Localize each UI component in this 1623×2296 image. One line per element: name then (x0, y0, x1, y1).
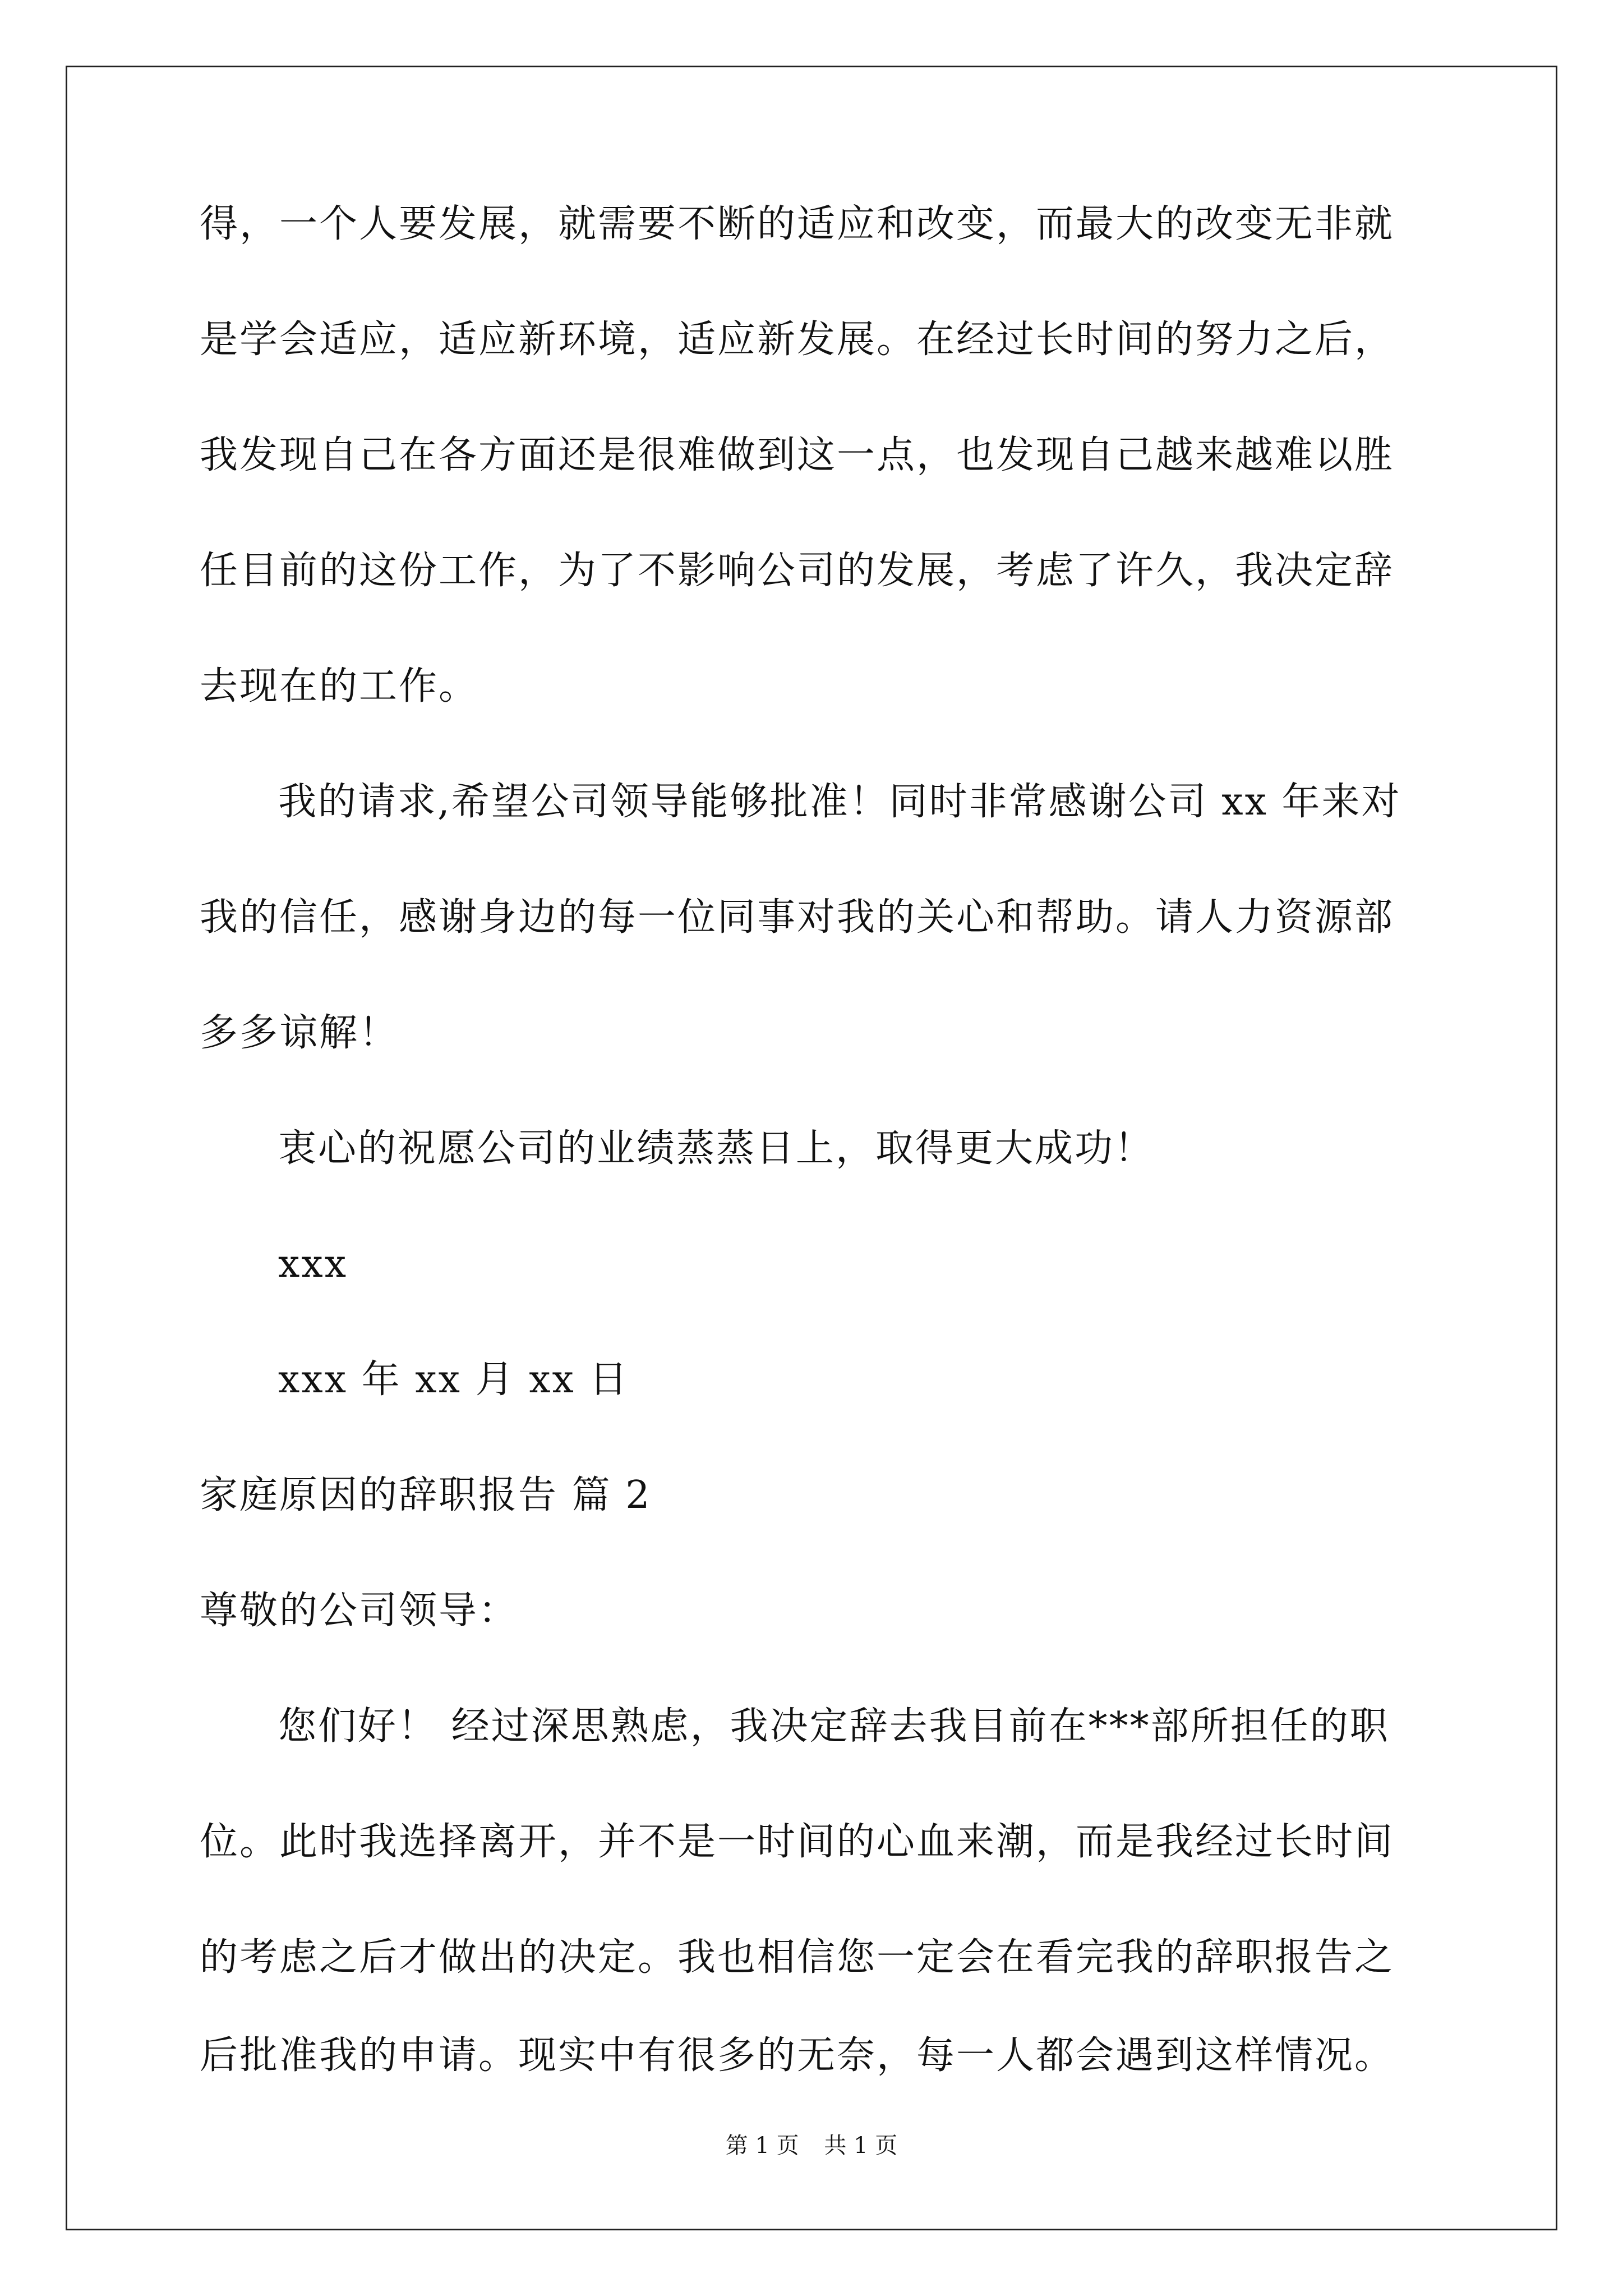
paragraph-line: 位。此时我选择离开，并不是一时间的心血来潮，而是我经过长时间 (200, 1820, 1395, 1864)
signature-date: xxx 年 xx 月 xx 日 (278, 1358, 629, 1402)
paragraph-line: 后批准我的申请。现实中有很多的无奈，每一人都会遇到这样情况。 (200, 2033, 1395, 2078)
page-footer (0, 2132, 1623, 2160)
section-heading: 家庭原因的辞职报告 篇 2 (200, 1473, 652, 1517)
paragraph-line: 我的信任，感谢身边的每一位同事对我的关心和帮助。请人力资源部 (200, 895, 1395, 940)
page-number: 第 1 页 (725, 2133, 799, 2159)
paragraph-line: 衷心的祝愿公司的业绩蒸蒸日上，取得更大成功！ (278, 1126, 1155, 1171)
paragraph-line: 是学会适应，适应新环境，适应新发展。在经过长时间的努力之后， (200, 318, 1395, 362)
paragraph-line: 的考虑之后才做出的决定。我也相信您一定会在看完我的辞职报告之 (200, 1935, 1395, 1980)
paragraph-line: 我发现自己在各方面还是很难做到这一点，也发现自己越来越难以胜 (200, 433, 1395, 477)
salutation: 尊敬的公司领导： (200, 1589, 519, 1633)
signature-name: xxx (278, 1242, 348, 1286)
paragraph-line: 任目前的这份工作，为了不影响公司的发展，考虑了许久，我决定辞 (200, 549, 1395, 593)
page-total: 共 1 页 (824, 2133, 898, 2159)
paragraph-line: 多多谅解！ (200, 1011, 399, 1055)
paragraph-line: 去现在的工作。 (200, 664, 479, 708)
paragraph-line: 您们好！ 经过深思熟虑，我决定辞去我目前在***部所担任的职 (278, 1704, 1390, 1749)
paragraph-line: 我的请求,希望公司领导能够批准！同时非常感谢公司 xx 年来对 (278, 780, 1401, 824)
paragraph-line: 得，一个人要发展，就需要不断的适应和改变，而最大的改变无非就 (200, 202, 1395, 246)
